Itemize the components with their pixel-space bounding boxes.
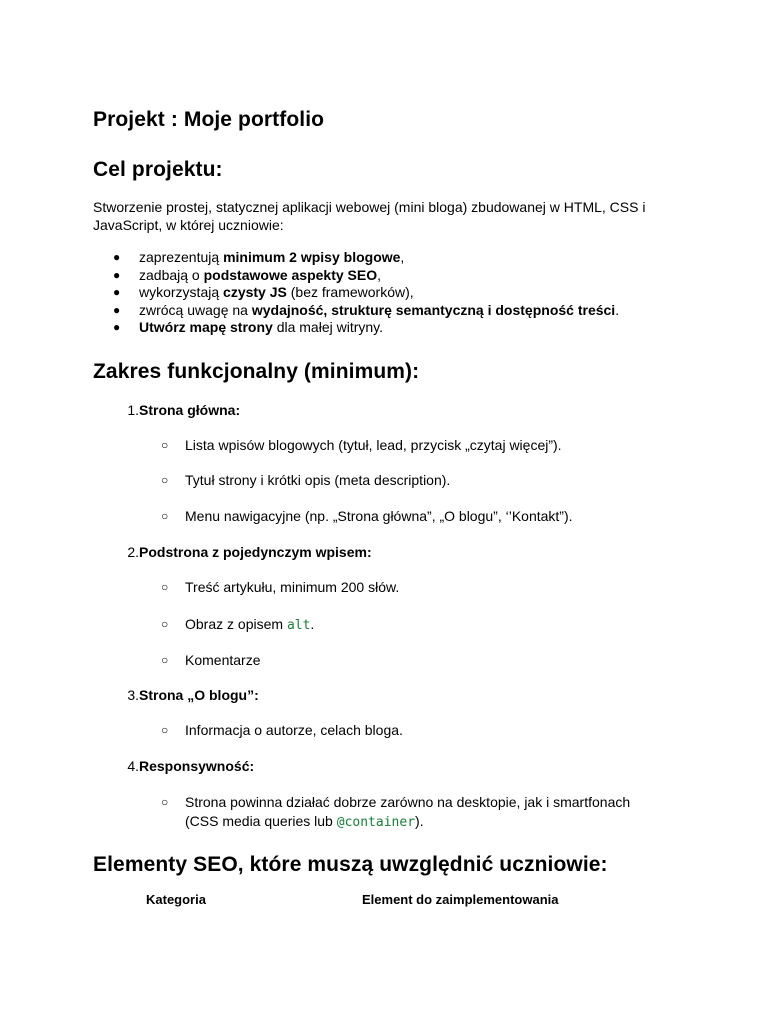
hollow-bullet-icon: ○ <box>161 438 169 452</box>
bullet-icon: ● <box>113 250 121 264</box>
hollow-bullet-icon: ○ <box>161 653 169 667</box>
hollow-bullet-icon: ○ <box>161 580 169 594</box>
code-snippet: @container <box>336 815 416 830</box>
table-header-category: Kategoria <box>146 892 206 907</box>
list-item: ○ Tytuł strony i krótki opis (meta description). <box>161 472 451 488</box>
hollow-bullet-icon: ○ <box>161 509 169 523</box>
list-item: ● zaprezentują minimum 2 wpisy blogowe, <box>113 249 405 265</box>
goal-intro: Stworzenie prostej, statycznej aplikacji webowej (mini bloga) zbudowanej w HTML, CSS i JavaScript, w której uczniowie: <box>93 199 646 233</box>
list-item: ● zwrócą uwagę na wydajność, strukturę semantyczną i dostępność treści. <box>113 301 620 318</box>
hollow-bullet-icon: ○ <box>161 617 169 631</box>
goal-bullet-list <box>93 249 683 337</box>
list-item: ○ Komentarze <box>161 652 261 668</box>
bullet-icon: ● <box>113 302 121 317</box>
hollow-bullet-icon: ○ <box>161 473 169 487</box>
table-header-element: Element do zaimplementowania <box>362 892 559 907</box>
hollow-bullet-icon: ○ <box>161 723 169 737</box>
list-item: ● Utwórz mapę strony dla małej witryny. <box>113 319 384 335</box>
list-item: ○ Lista wpisów blogowych (tytuł, lead, przycisk „czytaj więcej”). <box>161 437 562 453</box>
scope-item-1: 1.Strona główna: <box>127 402 241 418</box>
list-item: ○ Menu nawigacyjne (np. „Strona główna”, „O blogu”, ‘’Kontakt”). <box>161 508 573 524</box>
scope-item-4: 4.Responsywność: <box>127 758 255 774</box>
list-item: ○ Obraz z opisem alt. <box>161 616 315 633</box>
scope-heading: Zakres funkcjonalny (minimum): <box>93 360 420 383</box>
seo-heading: Elementy SEO, które muszą uwzględnić uczniowie: <box>93 853 608 876</box>
bullet-icon: ● <box>113 267 121 282</box>
scope-item-2: 2.Podstrona z pojedynczym wpisem: <box>127 544 372 560</box>
goal-heading: Cel projektu: <box>93 158 223 181</box>
list-item: ● zadbają o podstawowe aspekty SEO, <box>113 266 381 283</box>
hollow-bullet-icon: ○ <box>161 795 169 809</box>
bullet-icon: ● <box>113 320 121 334</box>
list-item: ○ Treść artykułu, minimum 200 słów. <box>161 579 400 595</box>
code-snippet: alt <box>286 618 311 633</box>
list-item: ○ Informacja o autorze, celach bloga. <box>161 722 403 738</box>
page-title: Projekt : Moje portfolio <box>93 108 325 131</box>
scope-item-3: 3.Strona „O blogu”: <box>127 687 259 703</box>
bullet-icon: ● <box>113 285 121 299</box>
list-item: ○ Strona powinna działać dobrze zarówno na desktopie, jak i smartfonach (CSS media queries lub @container). <box>161 794 631 830</box>
list-item: ● wykorzystają czysty JS (bez frameworków), <box>113 284 414 300</box>
